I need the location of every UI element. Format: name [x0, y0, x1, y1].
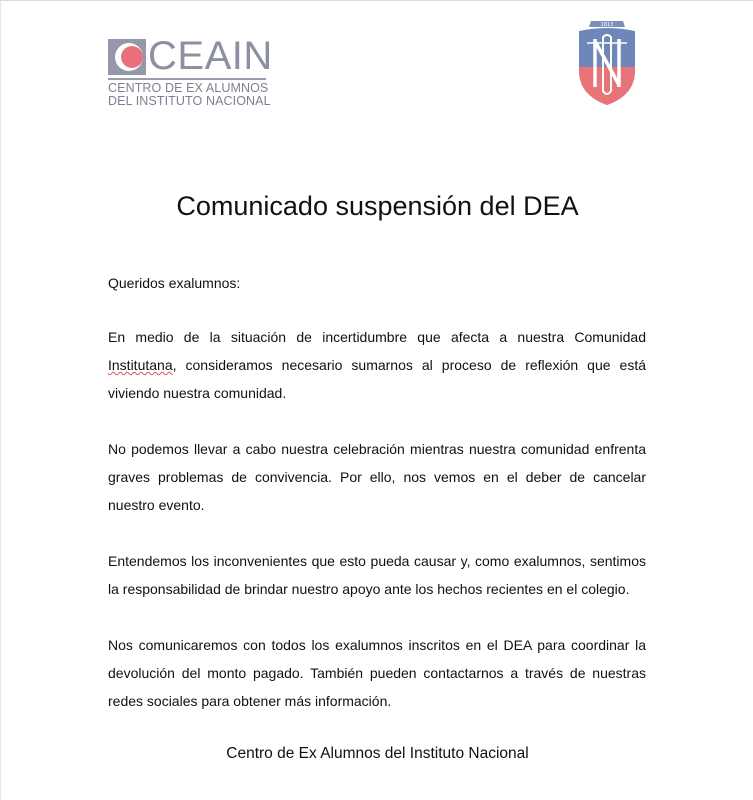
- paragraph-1-end: , consideramos necesario sumarnos al proceso de reflexión que está viviendo nuestra comunidad.: [108, 357, 646, 401]
- paragraph-3: Entendemos los inconvenientes que esto pueda causar y, como exalumnos, sentimos la responsabilidad de brindar nuestro apoyo ante los hechos recientes en el colegio.: [108, 553, 646, 597]
- paragraph-1-start: En medio de la situación de incertidumbre que afecta a nuestra Comunidad: [108, 329, 646, 345]
- shield-year: 1813: [600, 22, 614, 29]
- paragraph-4: Nos comunicaremos con todos los exalumnos inscritos en el DEA para coordinar la devolución del monto pagado. También pueden contactarnos a través de nuestras redes sociales para obtener más información.: [108, 637, 646, 709]
- greeting: Queridos exalumnos:: [108, 275, 241, 291]
- page-title: Comunicado suspensión del DEA: [176, 191, 579, 221]
- instituto-nacional-shield-icon: [573, 17, 641, 107]
- logo-subtitle-line2: DEL INSTITUTO NACIONAL: [108, 94, 271, 108]
- paragraph-1: [108, 323, 646, 407]
- logo-divider: [108, 78, 266, 80]
- ceain-logo-mark-icon: [108, 39, 146, 75]
- ceain-logo: [108, 34, 278, 117]
- spellcheck-flagged-word: Institutana: [108, 357, 173, 373]
- signature: Centro de Ex Alumnos del Instituto Nacional: [226, 745, 529, 762]
- logo-subtitle-line1: CENTRO DE EX ALUMNOS: [108, 81, 269, 95]
- logo-wordmark: CEAIN: [148, 34, 273, 78]
- paragraph-2: No podemos llevar a cabo nuestra celebración mientras nuestra comunidad enfrenta graves problemas de convivencia. Por ello, nos vemos en el deber de cancelar nuestro evento.: [108, 441, 646, 513]
- logo-subtitle: [108, 82, 278, 108]
